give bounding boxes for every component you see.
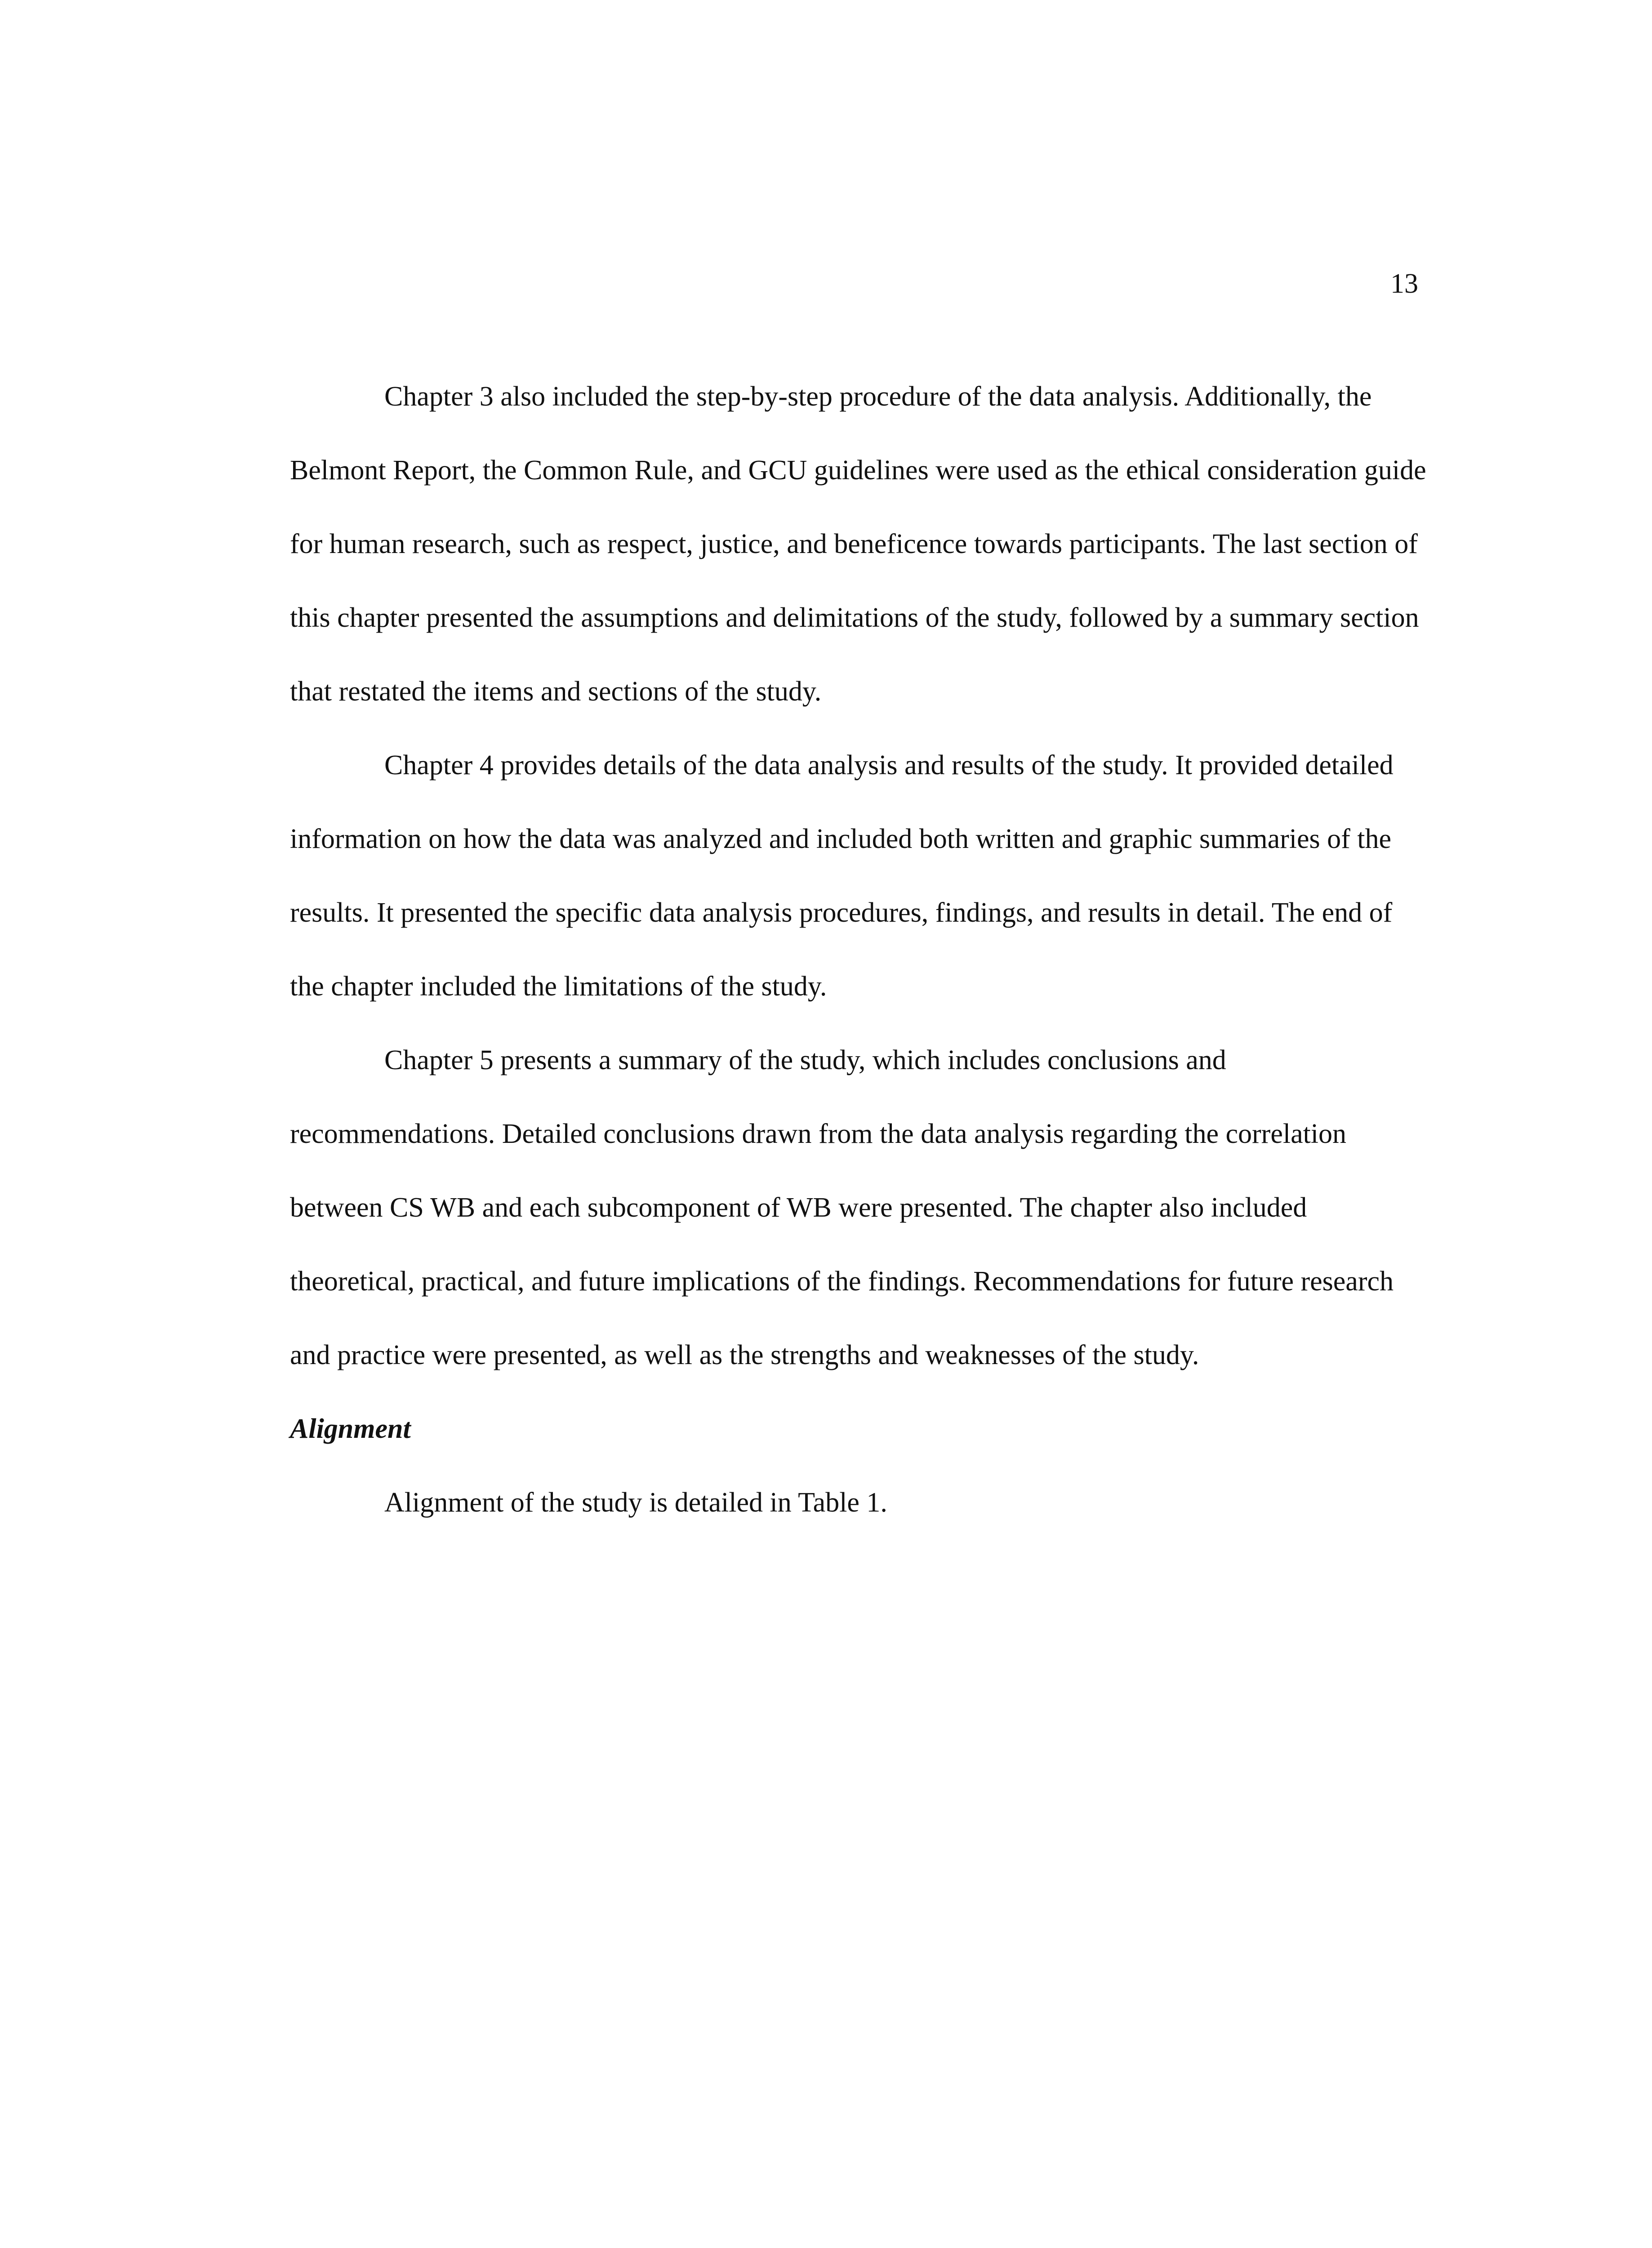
- page-body: [290, 360, 1432, 1539]
- page-number: 13: [1390, 268, 1418, 299]
- paragraph-chapter-4: Chapter 4 provides details of the data analysis and results of the study. It provided detailed information on how the data was analyzed and included both written and graphic summaries of the results. It presented the specific data analysis procedures, findings, and results in detail. The end of the chapter included the limitations of the study.: [290, 750, 1394, 1002]
- paragraph-alignment: Alignment of the study is detailed in Table 1.: [384, 1487, 887, 1518]
- paragraph-chapter-5: Chapter 5 presents a summary of the study, which includes conclusions and recommendations. Detailed conclusions drawn from the data analysis regarding the correlation between CS WB and each subcomponent of WB were presented. The chapter also included theoretical, practical, and future implications of the findings. Recommendations for future research and practice were presented, as well as the strengths and weaknesses of the study.: [290, 1045, 1394, 1370]
- section-heading-alignment: Alignment: [290, 1414, 411, 1444]
- paragraph-chapter-3: Chapter 3 also included the step-by-step procedure of the data analysis. Additionally, the Belmont Report, the Common Rule, and GCU guidelines were used as the ethical consideration guide for human research, such as respect, justice, and beneficence towards participants. The last section of this chapter presented the assumptions and delimitations of the study, followed by a summary section that restated the items and sections of the study.: [290, 381, 1426, 707]
